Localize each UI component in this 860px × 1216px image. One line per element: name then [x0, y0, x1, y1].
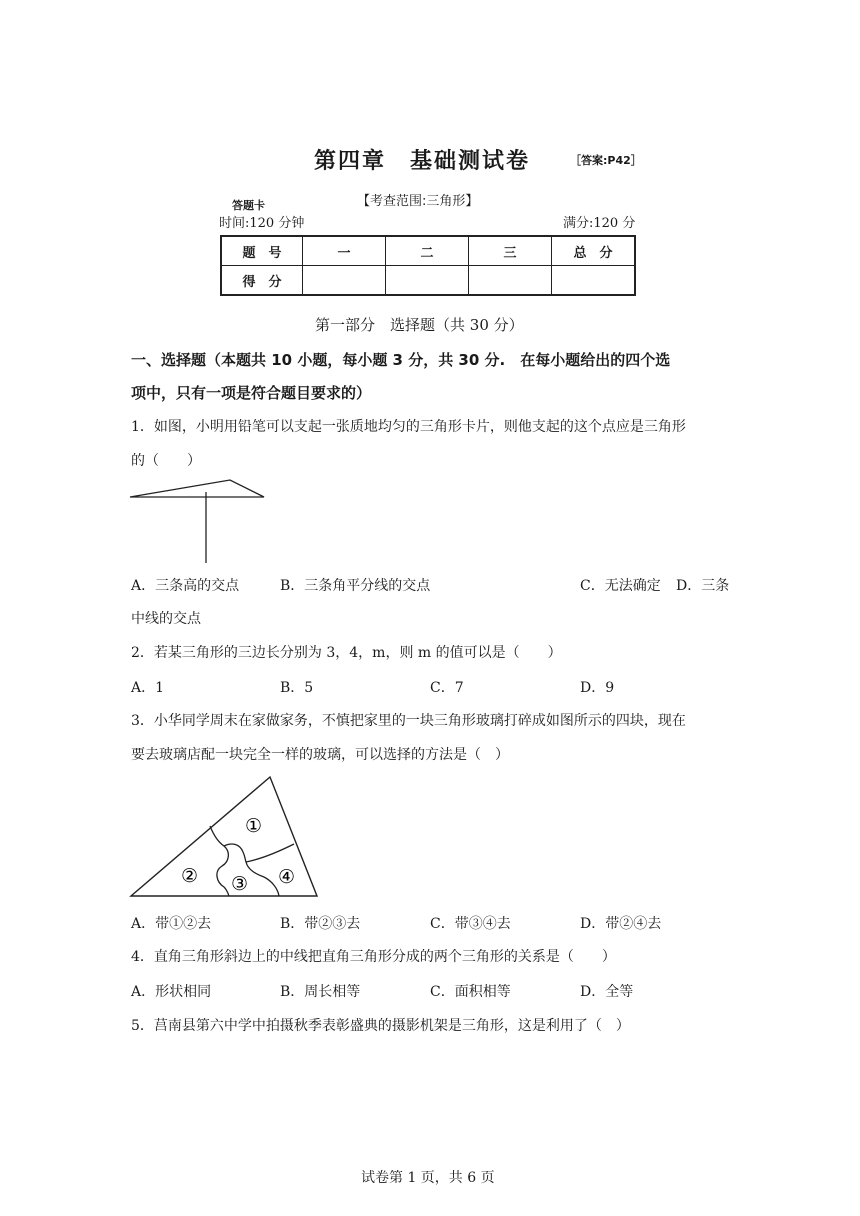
- answer-card-label: 答题卡: [232, 199, 265, 212]
- piece-label: ①: [245, 815, 263, 837]
- time-limit: 时间:120 分钟: [219, 216, 305, 231]
- q3-option-a[interactable]: A．带①②去: [131, 916, 212, 932]
- q1-pencil-triangle-figure: [128, 476, 268, 566]
- score-header-cell: 题 号: [221, 236, 303, 266]
- q3-option-b[interactable]: B．带②③去: [280, 916, 361, 932]
- q1-stem-line1: 1．如图，小明用铅笔可以支起一张质地均匀的三角形卡片，则他支起的这个点应是三角形: [131, 419, 686, 435]
- section-heading-line1: 一、选择题（本题共 10 小题，每小题 3 分，共 30 分. 在每小题给出的四个选: [131, 351, 671, 369]
- exam-scope: 【考查范围:三角形】: [357, 194, 479, 209]
- q1-option-a[interactable]: A．三条高的交点: [131, 578, 240, 594]
- score-row-label: 得 分: [221, 266, 303, 296]
- q4-option-c[interactable]: C．面积相等: [430, 984, 511, 1000]
- q3-broken-glass-figure: [128, 774, 323, 900]
- section-heading-line2: 项中，只有一项是符合题目要求的）: [131, 384, 372, 402]
- q4-option-d[interactable]: D．全等: [580, 984, 634, 1000]
- score-header-cell: 一: [303, 236, 386, 266]
- q4-stem: 4．直角三角形斜边上的中线把直角三角形分成的两个三角形的关系是（ ）: [131, 949, 616, 965]
- piece-label: ③: [231, 873, 249, 895]
- piece-label: ④: [278, 866, 296, 888]
- q2-option-b[interactable]: B．5: [280, 680, 314, 696]
- q1-stem-line2: 的（ ）: [131, 453, 201, 469]
- score-table-header-row: [221, 236, 635, 266]
- page-footer: 试卷第 1 页，共 6 页: [361, 1170, 495, 1186]
- score-input-cell[interactable]: [386, 266, 469, 296]
- q4-option-a[interactable]: A．形状相同: [131, 984, 212, 1000]
- q3-stem-line1: 3．小华同学周末在家做家务，不慎把家里的一块三角形玻璃打碎成如图所示的四块，现在: [131, 713, 686, 729]
- q1-option-c[interactable]: C．无法确定: [580, 578, 661, 594]
- score-table-score-row: [221, 266, 635, 296]
- q3-option-d[interactable]: D．带②④去: [580, 916, 662, 932]
- answer-reference: ［答案:P42］: [570, 154, 642, 167]
- q5-stem: 5．莒南县第六中学中拍摄秋季表彰盛典的摄影机架是三角形，这是利用了（ ）: [131, 1018, 630, 1034]
- crack-line: [210, 826, 229, 896]
- q3-option-c[interactable]: C．带③④去: [430, 916, 511, 932]
- piece-label: ②: [181, 865, 199, 887]
- score-table: [220, 235, 636, 296]
- full-score: 满分:120 分: [563, 216, 636, 231]
- part-heading: 第一部分 选择题（共 30 分）: [315, 316, 524, 334]
- score-header-cell: 二: [386, 236, 469, 266]
- q3-stem-line2: 要去玻璃店配一块完全一样的玻璃，可以选择的方法是（ ）: [131, 747, 509, 763]
- page-title: 第四章 基础测试卷: [314, 149, 531, 174]
- q2-option-c[interactable]: C．7: [430, 680, 464, 696]
- q4-option-b[interactable]: B．周长相等: [280, 984, 361, 1000]
- q1-option-d-continued: 中线的交点: [131, 611, 201, 627]
- score-header-cell: 三: [469, 236, 552, 266]
- triangle-card-shape: [130, 480, 264, 497]
- q2-option-a[interactable]: A．1: [131, 680, 165, 696]
- q1-option-d[interactable]: D．三条: [676, 578, 730, 594]
- q1-option-b[interactable]: B．三条角平分线的交点: [280, 578, 431, 594]
- q2-stem: 2．若某三角形的三边长分别为 3，4，m，则 m 的值可以是（ ）: [131, 645, 562, 661]
- score-header-cell: 总 分: [552, 236, 636, 266]
- q2-option-d[interactable]: D．9: [580, 680, 615, 696]
- score-input-cell[interactable]: [469, 266, 552, 296]
- crack-line: [246, 844, 294, 862]
- crack-line: [246, 862, 279, 896]
- score-input-cell[interactable]: [303, 266, 386, 296]
- score-input-cell[interactable]: [552, 266, 636, 296]
